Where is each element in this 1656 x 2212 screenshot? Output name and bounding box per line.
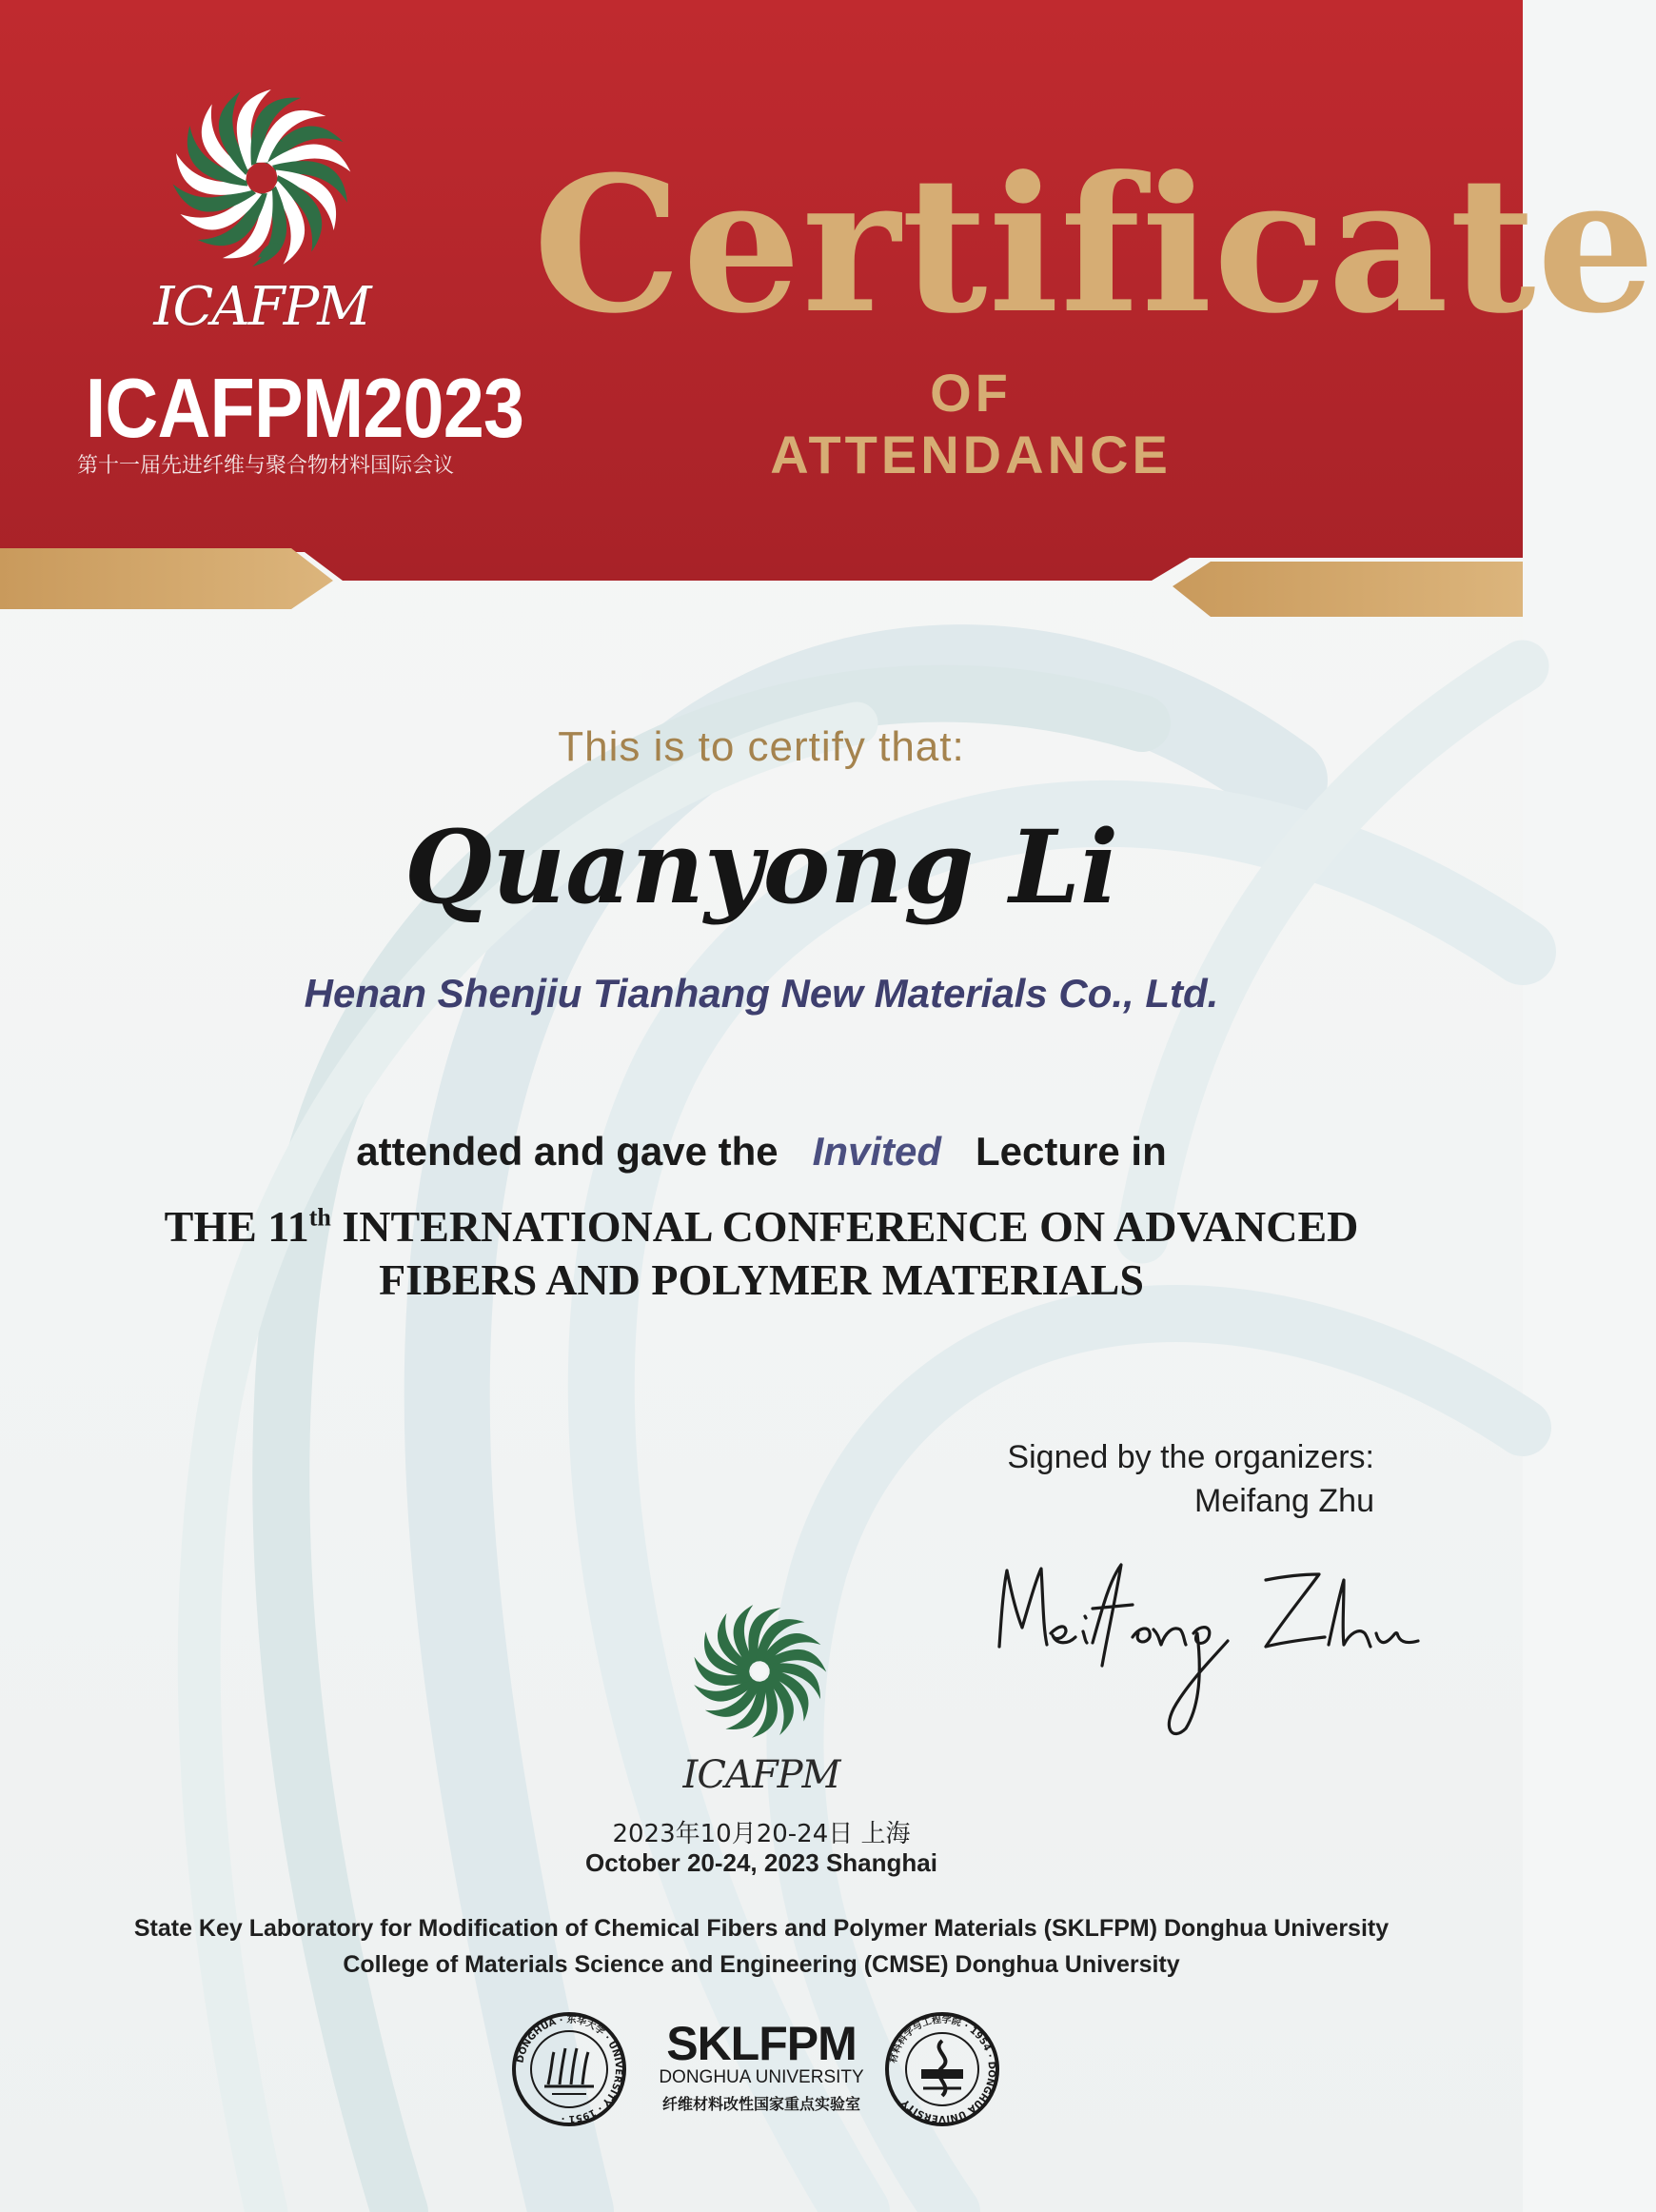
signatory-name: Meifang Zhu — [1194, 1483, 1374, 1519]
handwritten-signature — [990, 1542, 1428, 1751]
logo-wordmark: ICAFPM — [153, 276, 370, 338]
organizer-line2: College of Materials Science and Engineering (CMSE) Donghua University — [343, 1951, 1180, 1978]
sklfpm-logo-text: SKLFPM — [666, 2017, 857, 2070]
attended-prefix: attended and gave the — [356, 1129, 779, 1174]
recipient-company: Henan Shenjiu Tianhang New Materials Co., Ltd. — [304, 971, 1219, 1016]
recipient-name: Quanyong Li — [404, 807, 1119, 926]
certificate-title: Certificate — [533, 136, 1656, 355]
materials-college-seal-icon — [883, 2010, 1001, 2128]
sklfpm-university: DONGHUA UNIVERSITY — [659, 2067, 864, 2087]
attendance-statement — [190, 1129, 1332, 1175]
svg-text:DONGHUA · 东华大学 · UNIVERSITY ·: DONGHUA · 东华大学 · UNIVERSITY · 1951 · — [515, 2014, 624, 2124]
conference-chinese-name: 第十一届先进纤维与聚合物材料国际会议 — [76, 454, 454, 478]
conference-name-line1: THE 11th INTERNATIONAL CONFERENCE ON ADVANCED — [164, 1202, 1359, 1251]
conference-date-english: October 20-24, 2023 Shanghai — [585, 1848, 937, 1877]
lecture-type: Invited — [812, 1129, 942, 1174]
attended-suffix: Lecture in — [976, 1129, 1167, 1174]
conference-name-line2: FIBERS AND POLYMER MATERIALS — [379, 1255, 1144, 1304]
certificate-subtitle: OF ATTENDANCE — [770, 363, 1172, 484]
conference-date-chinese: 2023年10月20-24日 上海 — [612, 1820, 911, 1848]
organizer-line1: State Key Laboratory for Modification of Chemical Fibers and Polymer Materials (SKLFPM) Donghua University — [133, 1915, 1390, 1942]
sklfpm-chinese-name: 纤维材料改性国家重点实验室 — [661, 2095, 860, 2113]
icafpm-flower-logo-small-icon — [693, 1605, 826, 1738]
signature-label: Signed by the organizers: — [1007, 1439, 1374, 1475]
icafpm-flower-logo-icon — [171, 88, 352, 268]
logo-wordmark-bottom: ICAFPM — [682, 1753, 840, 1797]
svg-text:材料科学与工程学院 · 1954 · DONGHUA UNI: 材料科学与工程学院 · 1954 · DONGHUA UNIVERSITY — [888, 2014, 997, 2124]
signature-block — [857, 1435, 1374, 1523]
donghua-university-seal-icon — [510, 2010, 628, 2128]
certify-text: This is to certify that: — [558, 723, 965, 770]
conference-year-title: ICAFPM2023 — [85, 361, 524, 455]
